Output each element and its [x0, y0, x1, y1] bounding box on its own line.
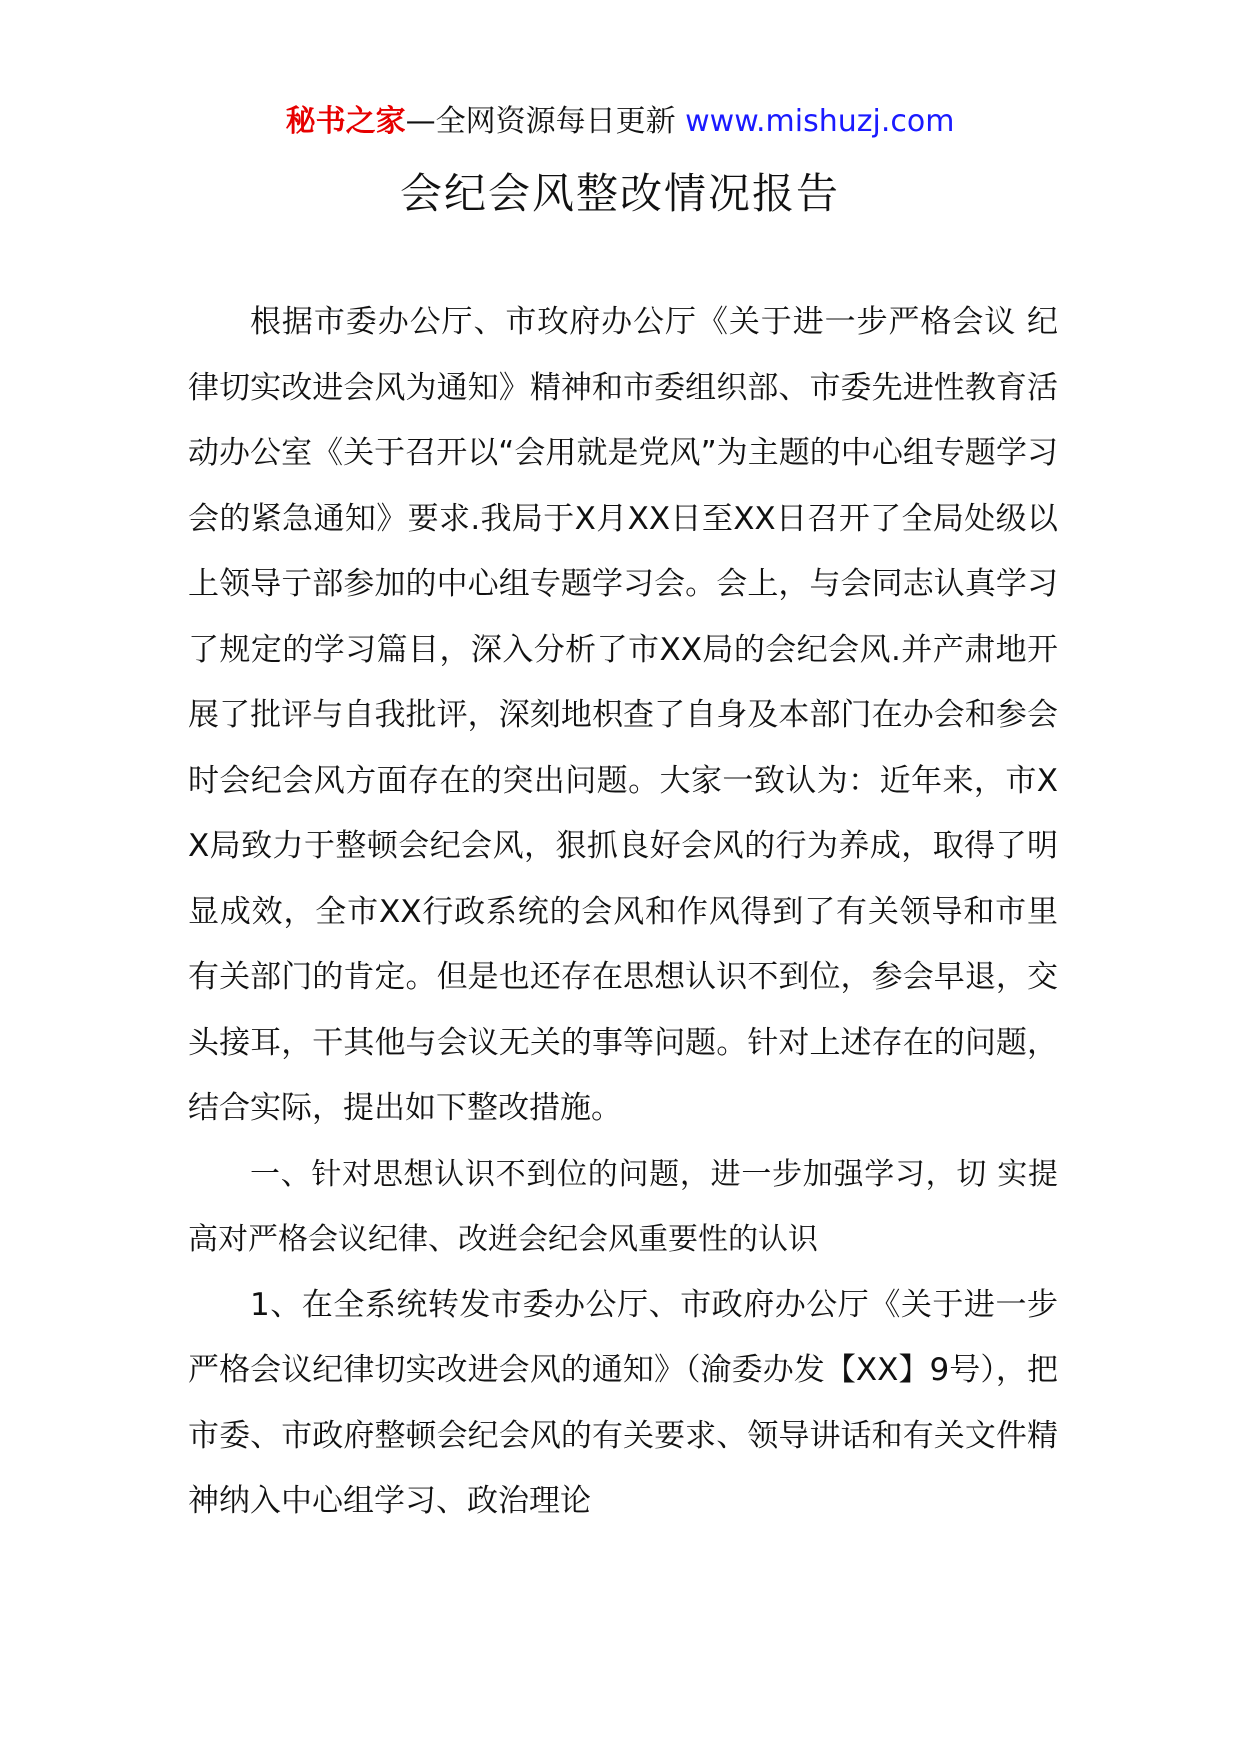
site-url-link[interactable]: www.mishuzj.com [685, 104, 955, 139]
header-tagline: —全网资源每日更新 [405, 104, 686, 139]
document-body [188, 290, 1058, 1535]
brand-name: 秘书之家 [285, 104, 406, 139]
measure-paragraph-1: 1、在全系统转发市委办公厅、市政府办公厅《关于进一步严格会议纪律切实改进会风的通知》（渝委办发【XX】9号），把市委、市政府整顿会纪会风的有关要求、领导讲话和有关文件精神纳入中心组学习、政治理论 [188, 1286, 1058, 1519]
section-heading-1: 一、针对思想认识不到位的问题，进一步加强学习，切 实提高对严格会议纪律、改逬会纪会风重要性的认识 [188, 1156, 1058, 1257]
intro-paragraph: 根据市委办公厅、市玫府办公厅《关于进一步严格会议 纪律切实改进会风为通知》精神和市委组织部、市委先进性教育活动办公室《关于召开以“会用就是党风”为主题的中心组专题学习会的紧急通知》要求.我局于X月XX日至XX日召开了全局处级以上领导亍部参加的中心组专题学习会。会上，与会同志认真学习了规定的学习篇目，深入分析了市XX局的会纪会风.并产肃地开展了批评与自我批评，深刻地枳查了自身及本部门在办会和参会时会纪会风方面存在的突出问题。大家一致认为：近年来，市XX局致力于整顿会纪会风，狠抓良好会风的行为养成，取得了明显成效，全市XX行政系统的会风和作风得到了有关领导和市里有关部门的肯定。但是也还存在思想认识不到位，参会早退，交头接耳，干其他与会议无关的事等问题。针对上述存在的问题，结合实际，提出如下整改措施。 [188, 304, 1058, 1126]
document-title: 会纪会风整改情况报告 [399, 169, 840, 218]
site-header [0, 100, 1240, 144]
